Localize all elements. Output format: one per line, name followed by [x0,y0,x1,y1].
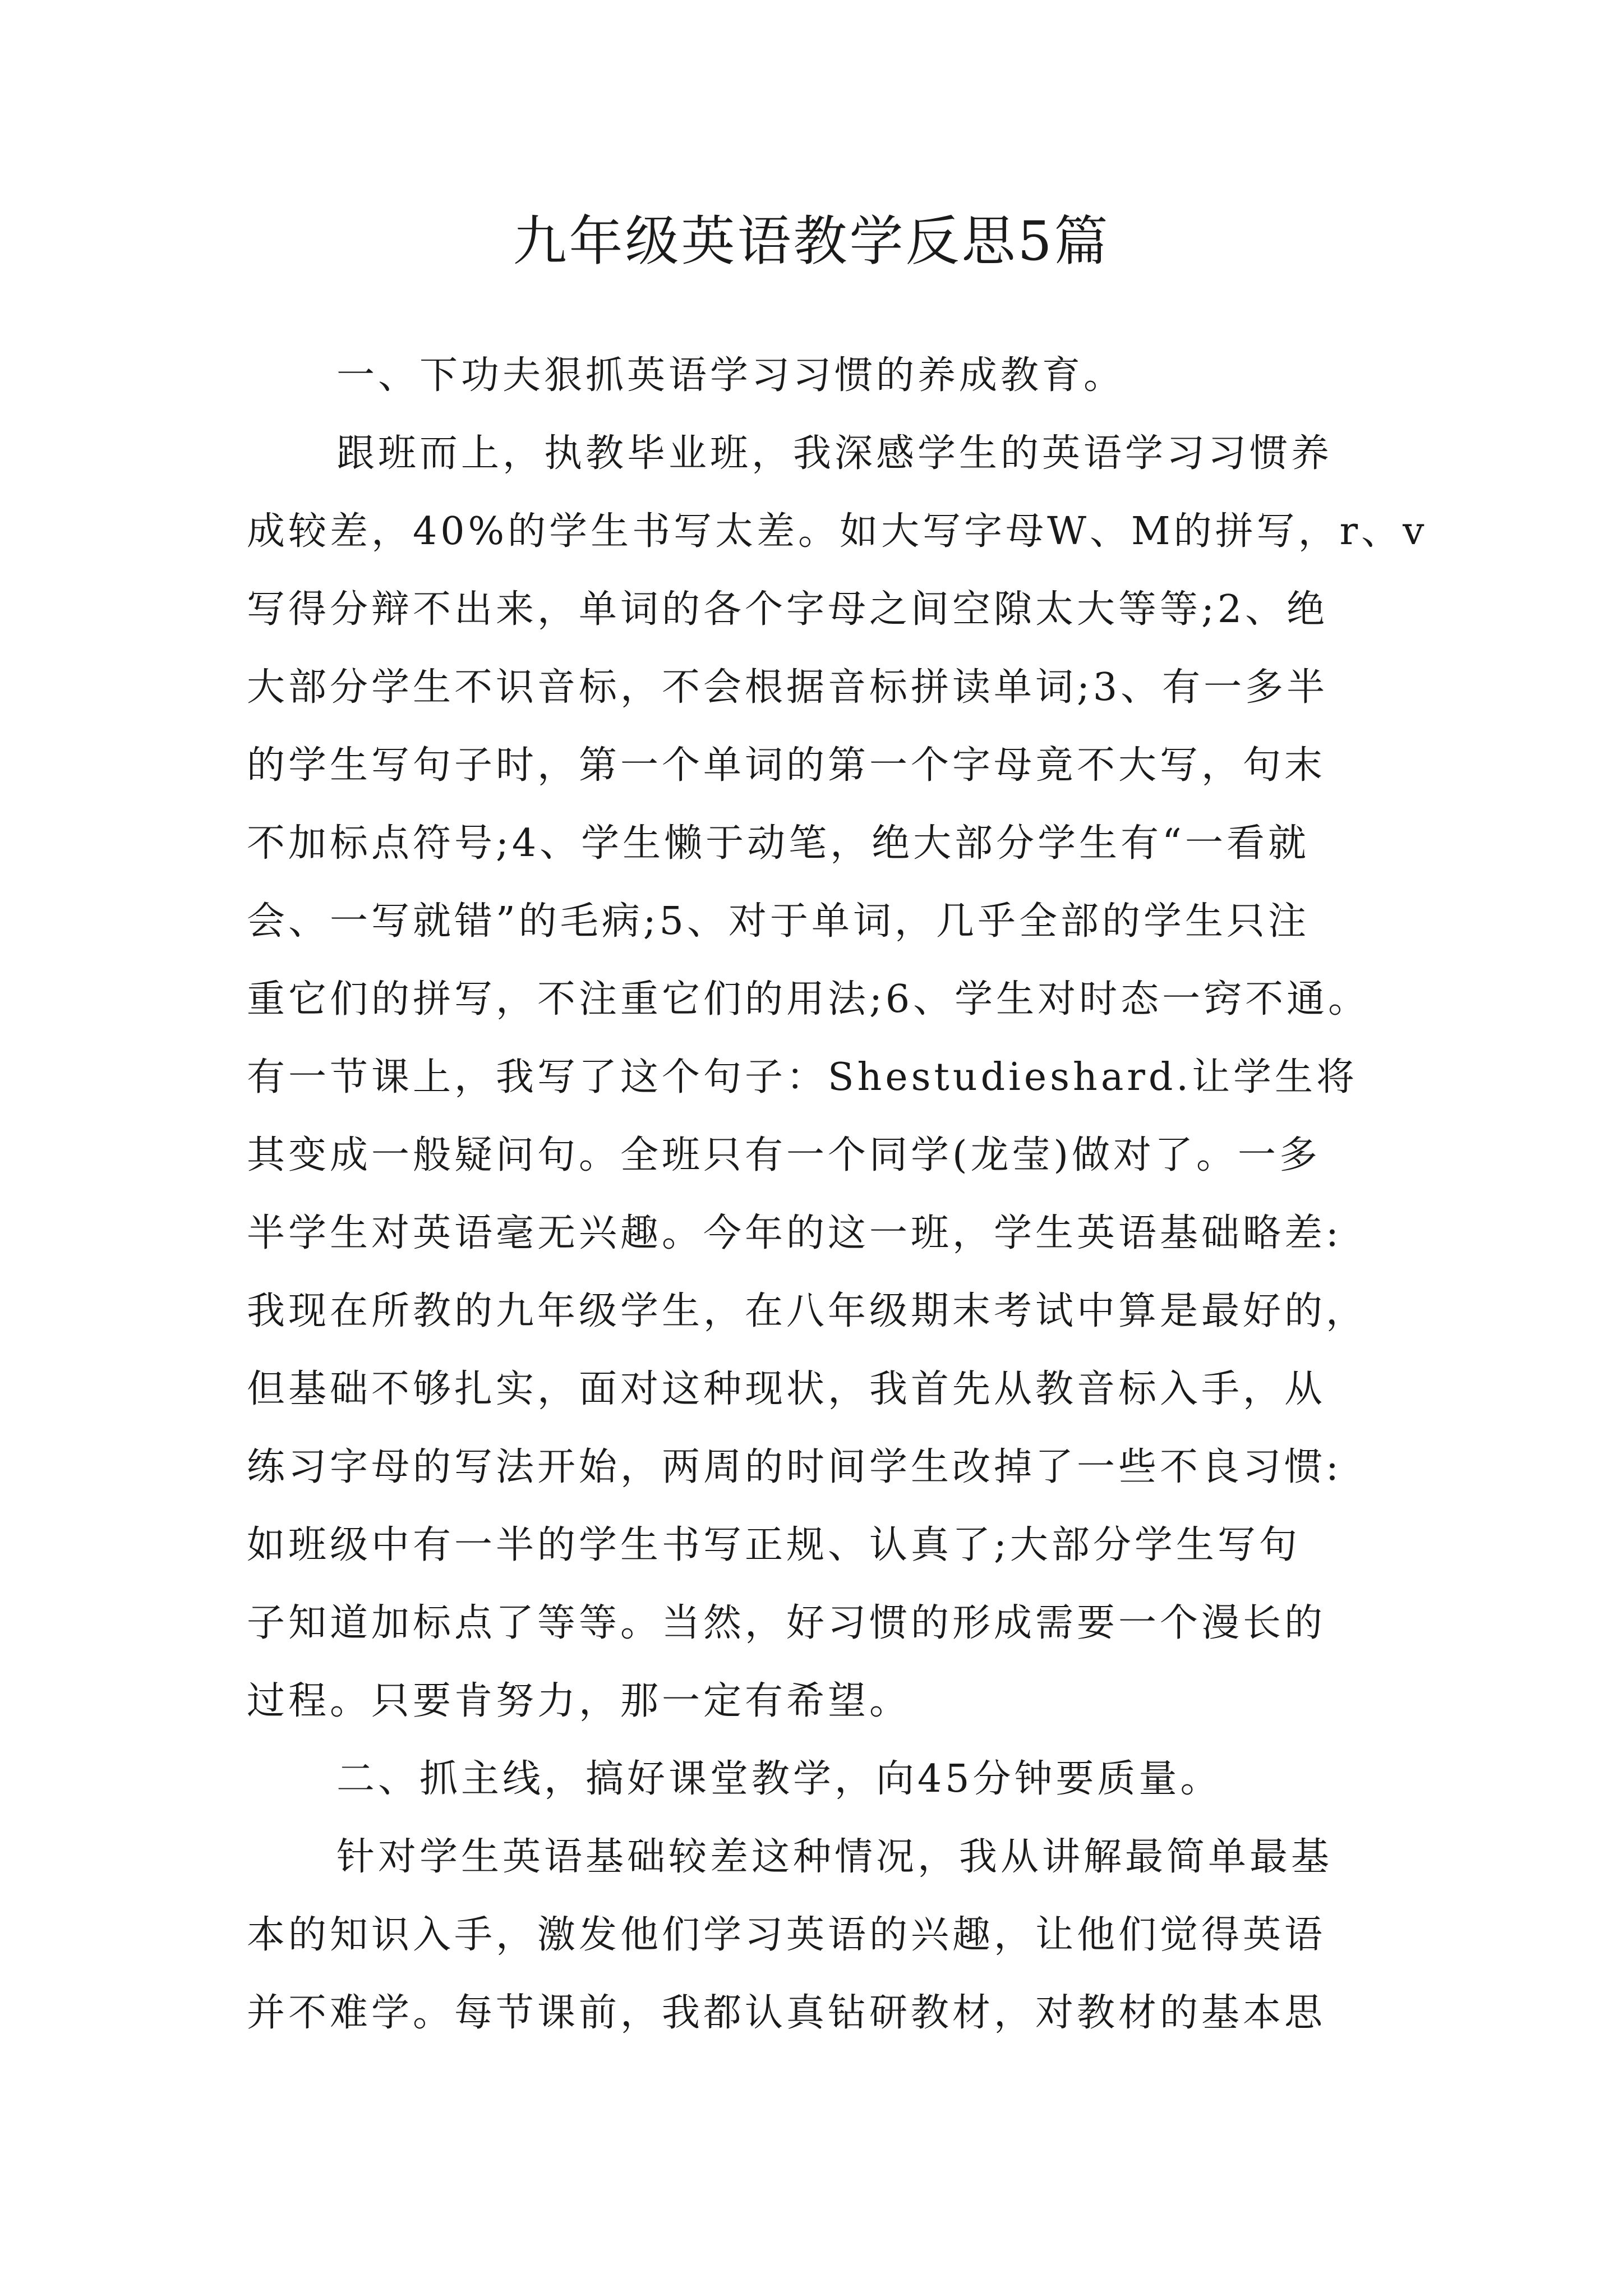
paragraph-line: 重它们的拼写，不注重它们的用法;6、学生对时态一窍不通。 [247,977,1370,1022]
heading-section-1: 一、下功夫狠抓英语学习习惯的养成教育。 [336,353,1126,398]
document-body [247,337,1428,2052]
paragraph-line: 过程。只要肯努力，那一定有希望。 [247,1679,911,1723]
document-title: 九年级英语教学反思5篇 [513,210,1110,273]
paragraph-line: 跟班而上，执教毕业班，我深感学生的英语学习习惯养 [336,431,1333,476]
paragraph-line: 大部分学生不识音标，不会根据音标拼读单词;3、有一多半 [247,665,1329,710]
paragraph-line: 我现在所教的九年级学生，在八年级期末考试中算是最好的， [247,1289,1368,1333]
paragraph-line: 并不难学。每节课前，我都认真钻研教材，对教材的基本思 [247,1991,1326,2035]
paragraph-line: 的学生写句子时，第一个单词的第一个字母竟不大写，句末 [247,743,1326,788]
paragraph-line: 如班级中有一半的学生书写正规、认真了;大部分学生写句 [247,1523,1301,1567]
paragraph-line: 写得分辩不出来，单词的各个字母之间空隙太大等等;2、绝 [247,587,1329,632]
paragraph-line: 半学生对英语毫无兴趣。今年的这一班，学生英语基础略差: [247,1211,1342,1255]
paragraph-line: 但基础不够扎实，面对这种现状，我首先从教音标入手，从 [247,1367,1326,1411]
paragraph-line: 针对学生英语基础较差这种情况，我从讲解最简单最基 [336,1835,1333,1879]
paragraph-line: 练习字母的写法开始，两周的时间学生改掉了一些不良习惯: [247,1445,1342,1489]
paragraph-line: 不加标点符号;4、学生懒于动笔，绝大部分学生有“一看就 [247,821,1310,866]
paragraph-line: 本的知识入手，激发他们学习英语的兴趣，让他们觉得英语 [247,1913,1326,1957]
paragraph-line: 其变成一般疑问句。全班只有一个同学(龙莹)做对了。一多 [247,1133,1321,1177]
paragraph-line: 成较差，40%的学生书写太差。如大写字母W、M的拼写，r、v [247,509,1428,554]
paragraph-line: 会、一写就错”的毛病;5、对于单词，几乎全部的学生只注 [247,899,1310,944]
heading-section-2: 二、抓主线，搞好课堂教学，向45分钟要质量。 [336,1757,1222,1801]
paragraph-line: 子知道加标点了等等。当然，好习惯的形成需要一个漫长的 [247,1601,1326,1645]
paragraph-line: 有一节课上，我写了这个句子：Shestudieshard.让学生将 [247,1055,1358,1099]
